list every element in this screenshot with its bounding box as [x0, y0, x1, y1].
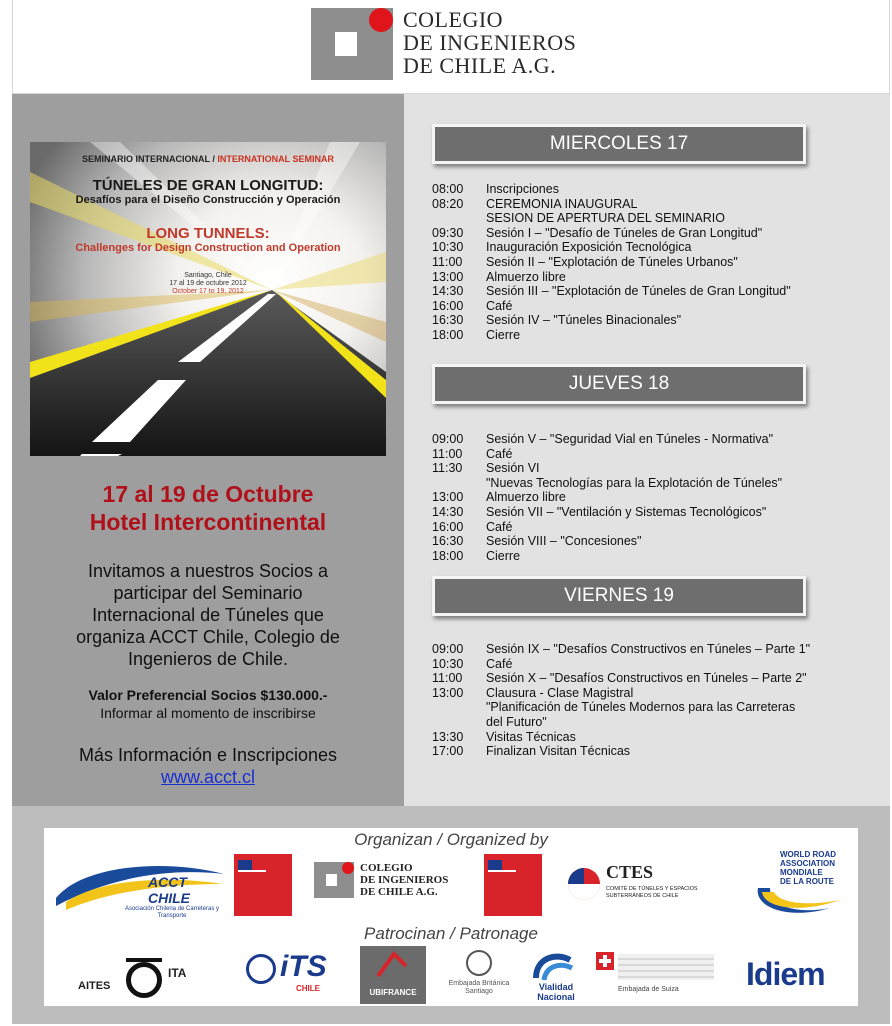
schedule-row: 17:00 Finalizan Visitan Técnicas	[432, 744, 631, 759]
sponsors-footer	[12, 806, 890, 1024]
schedule-row: 09:30 Sesión I – "Desafío de Túneles de Gran Longitud"	[432, 225, 763, 240]
poster-title-en: LONG TUNNELS:	[146, 225, 270, 242]
organized-by-label: Organizan / Organized by	[354, 830, 548, 849]
schedule-list-miercoles	[432, 182, 890, 343]
schedule-row: 11:00 Sesión X – "Desafíos Constructivos en Túneles – Parte 2"	[432, 671, 807, 686]
schedule-row: 10:30 Café	[432, 656, 513, 671]
poster-date: Santiago, Chile 17 al 19 de octubre 2012 October 17 to 19, 2012	[169, 272, 247, 295]
schedule-row: 16:00 Café	[432, 519, 513, 534]
schedule-row: 16:30 Sesión IV – "Túneles Binacionales"	[432, 313, 682, 328]
schedule-row: 18:00 Cierre	[432, 327, 521, 342]
world-road-association-logo: WORLD ROAD ASSOCIATION MONDIALE DE LA ROUTE	[750, 848, 856, 922]
patronage-label: Patrocinan / Patronage	[364, 924, 538, 943]
schedule-column	[404, 94, 890, 806]
schedule-row: 09:00 Sesión IX – "Desafíos Constructivos en Túneles – Parte 1"	[432, 642, 811, 656]
colegio-logo-icon	[311, 8, 393, 80]
idiem-logo: Idiem	[746, 956, 825, 992]
ctes-logo: CTES COMITÉ DE TÚNELES Y ESPACIOS SUBTERRÁNEOS DE CHILE	[568, 860, 748, 910]
vialidad-nacional-logo: Vialidad Nacional	[526, 948, 586, 1006]
poster-subtitle-en: Challenges for Design Construction and Operation	[75, 242, 341, 254]
acct-chile-logo: ACCT CHILE Asociación Chilena de Carreteras y Transporte	[52, 854, 228, 920]
poster-kicker: SEMINARIO INTERNACIONAL / INTERNATIONAL SEMINAR	[81, 154, 335, 164]
schedule-row: 14:30 Sesión III – "Explotación de Túneles de Gran Longitud"	[432, 284, 791, 299]
schedule-list-viernes	[432, 642, 890, 759]
poster-subtitle-es: Desafíos para el Diseño Construcción y Operación	[75, 194, 341, 206]
header	[12, 0, 890, 94]
schedule-row: 16:30 Sesión VIII – "Concesiones"	[432, 534, 642, 549]
schedule-row: 11:30 Sesión VI	[432, 461, 540, 476]
invitation-text: Invitamos a nuestros Socios a participar del Seminario Internacional de Túneles que organiza ACCT Chile, Colegio de Ingenieros de Chile.	[76, 561, 340, 669]
embajada-suiza-logo: Embajada de Suiza	[592, 948, 716, 1002]
schedule-row: 08:20 CEREMONIA INAUGURAL	[432, 196, 638, 211]
event-info-column	[12, 94, 404, 806]
ubifrance-logo: UBIFRANCE	[360, 946, 426, 1004]
schedule-row: "Nuevas Tecnologías para la Explotación de Túneles"	[486, 475, 783, 490]
member-price: Valor Preferencial Socios $130.000.-	[88, 687, 328, 703]
schedule-row: 13:30 Visitas Técnicas	[432, 729, 576, 744]
schedule-row: 13:00 Almuerzo libre	[432, 490, 566, 505]
schedule-row: 14:30 Sesión VII – "Ventilación y Sistemas Tecnológicos"	[432, 504, 767, 519]
event-dates-venue: 17 al 19 de Octubre Hotel Intercontinental	[89, 481, 327, 535]
website-link[interactable]: www.acct.cl	[160, 767, 256, 787]
embajada-britanica-logo: Embajada Británica Santiago	[436, 950, 522, 1004]
schedule-row: 09:00 Sesión V – "Seguridad Vial en Túneles - Normativa"	[432, 432, 774, 446]
schedule-list-jueves	[432, 432, 890, 563]
aites-ita-logo: AITES ITA	[50, 954, 230, 1002]
day-header-jueves: JUEVES 18	[432, 364, 806, 404]
schedule-row: del Futuro"	[486, 714, 547, 729]
sponsors-panel	[44, 828, 858, 1006]
its-chile-logo: iTS CHILE	[240, 948, 350, 998]
schedule-row: 13:00 Almuerzo libre	[432, 269, 566, 284]
coordinacion-concesiones-logo	[484, 854, 542, 916]
schedule-row: SESION DE APERTURA DEL SEMINARIO	[486, 211, 725, 226]
schedule-row: 10:30 Inauguración Exposición Tecnológica	[432, 240, 692, 255]
schedule-row: 08:00 Inscripciones	[432, 182, 559, 196]
day-header-viernes: VIERNES 19	[432, 576, 806, 616]
schedule-row: 16:00 Café	[432, 298, 513, 313]
colegio-logo-text: COLEGIO DE INGENIEROS DE CHILE A.G.	[403, 7, 577, 78]
schedule-row: 13:00 Clausura - Clase Magistral	[432, 685, 634, 700]
day-header-miercoles: MIERCOLES 17	[432, 124, 806, 164]
price-note: Informar al momento de inscribirse	[100, 705, 316, 721]
colegio-ingenieros-sponsor-logo: COLEGIO DE INGENIEROS DE CHILE A.G.	[314, 858, 464, 906]
poster-title-es: TÚNELES DE GRAN LONGITUD:	[92, 177, 324, 194]
ministerio-obras-publicas-logo	[234, 854, 292, 916]
seminar-poster	[30, 142, 386, 456]
schedule-row: "Planificación de Túneles Modernos para las Carreteras	[486, 700, 796, 715]
schedule-row: 18:00 Cierre	[432, 548, 521, 563]
schedule-row: 11:00 Café	[432, 446, 513, 461]
schedule-row: 11:00 Sesión II – "Explotación de Túneles Urbanos"	[432, 254, 738, 269]
more-info-label: Más Información e Inscripciones	[78, 745, 338, 765]
